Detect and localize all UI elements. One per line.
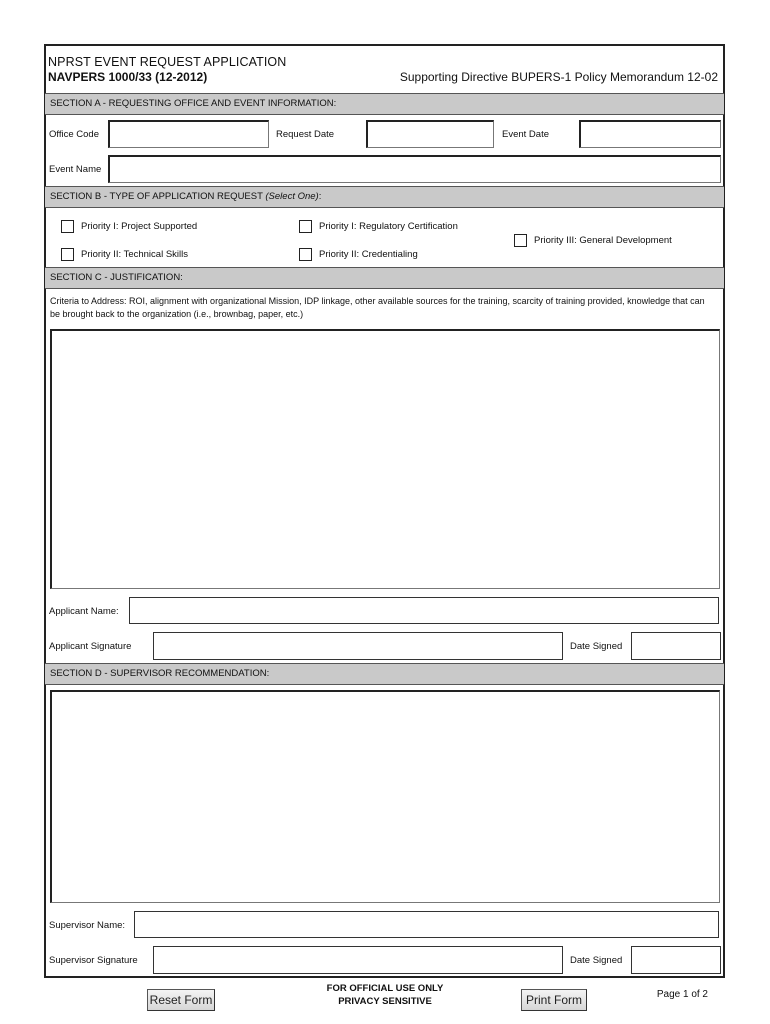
- option-label: Priority I: Project Supported: [81, 221, 198, 232]
- office-code-field[interactable]: [108, 120, 269, 148]
- section-a-heading: SECTION A - REQUESTING OFFICE AND EVENT INFORMATION:: [45, 93, 724, 115]
- supervisor-name-label: Supervisor Name:: [49, 920, 126, 931]
- office-code-label: Office Code: [49, 129, 99, 140]
- checkbox-priority-2-technical[interactable]: [61, 248, 74, 261]
- event-date-field[interactable]: [579, 120, 721, 148]
- request-date-field[interactable]: [366, 120, 494, 148]
- section-d-heading: SECTION D - SUPERVISOR RECOMMENDATION:: [45, 663, 724, 685]
- event-name-label: Event Name: [49, 164, 102, 175]
- supporting-directive: Supporting Directive BUPERS-1 Policy Memorandum 12-02: [399, 70, 718, 84]
- section-b-heading: SECTION B - TYPE OF APPLICATION REQUEST (Select One):: [45, 186, 724, 208]
- page-number: Page 1 of 2: [656, 989, 708, 1000]
- checkbox-priority-1-regulatory[interactable]: [299, 220, 312, 233]
- request-date-label: Request Date: [276, 129, 335, 140]
- section-c-heading: SECTION C - JUSTIFICATION:: [45, 267, 724, 289]
- supervisor-name-field[interactable]: [134, 911, 719, 938]
- supervisor-signature-label: Supervisor Signature: [49, 955, 138, 966]
- applicant-name-field[interactable]: [129, 597, 719, 624]
- checkbox-priority-1-project[interactable]: [61, 220, 74, 233]
- option-label: Priority I: Regulatory Certification: [319, 221, 458, 232]
- applicant-name-label: Applicant Name:: [49, 606, 119, 617]
- option-label: Priority III: General Development: [534, 235, 672, 246]
- applicant-signature-field[interactable]: [153, 632, 563, 660]
- applicant-date-signed-field[interactable]: [631, 632, 721, 660]
- event-date-label: Event Date: [502, 129, 549, 140]
- reset-form-button[interactable]: Reset Form: [147, 989, 215, 1011]
- applicant-date-signed-label: Date Signed: [570, 641, 623, 652]
- applicant-signature-label: Applicant Signature: [49, 641, 132, 652]
- form-number: NAVPERS 1000/33 (12-2012): [48, 70, 208, 84]
- form-title: NPRST EVENT REQUEST APPLICATION: [48, 55, 287, 69]
- official-use-notice: [0, 982, 770, 1008]
- print-form-button[interactable]: Print Form: [521, 989, 587, 1011]
- official-use-line: FOR OFFICIAL USE ONLY: [326, 983, 444, 994]
- recommendation-textarea[interactable]: [50, 690, 720, 903]
- supervisor-signature-field[interactable]: [153, 946, 563, 974]
- criteria-text: Criteria to Address: ROI, alignment with organizational Mission, IDP linkage, other available sources for the training, scarcity of training provided, knowledge that can be brought back to the organization (i.e., brownbag, paper, etc.): [50, 296, 705, 319]
- checkbox-priority-3-general[interactable]: [514, 234, 527, 247]
- supervisor-date-signed-label: Date Signed: [570, 955, 623, 966]
- supervisor-date-signed-field[interactable]: [631, 946, 721, 974]
- option-label: Priority II: Credentialing: [319, 249, 418, 260]
- checkbox-priority-2-credentialing[interactable]: [299, 248, 312, 261]
- option-label: Priority II: Technical Skills: [81, 249, 188, 260]
- privacy-sensitive-line: PRIVACY SENSITIVE: [338, 996, 432, 1007]
- event-name-field[interactable]: [108, 155, 721, 183]
- justification-textarea[interactable]: [50, 329, 720, 589]
